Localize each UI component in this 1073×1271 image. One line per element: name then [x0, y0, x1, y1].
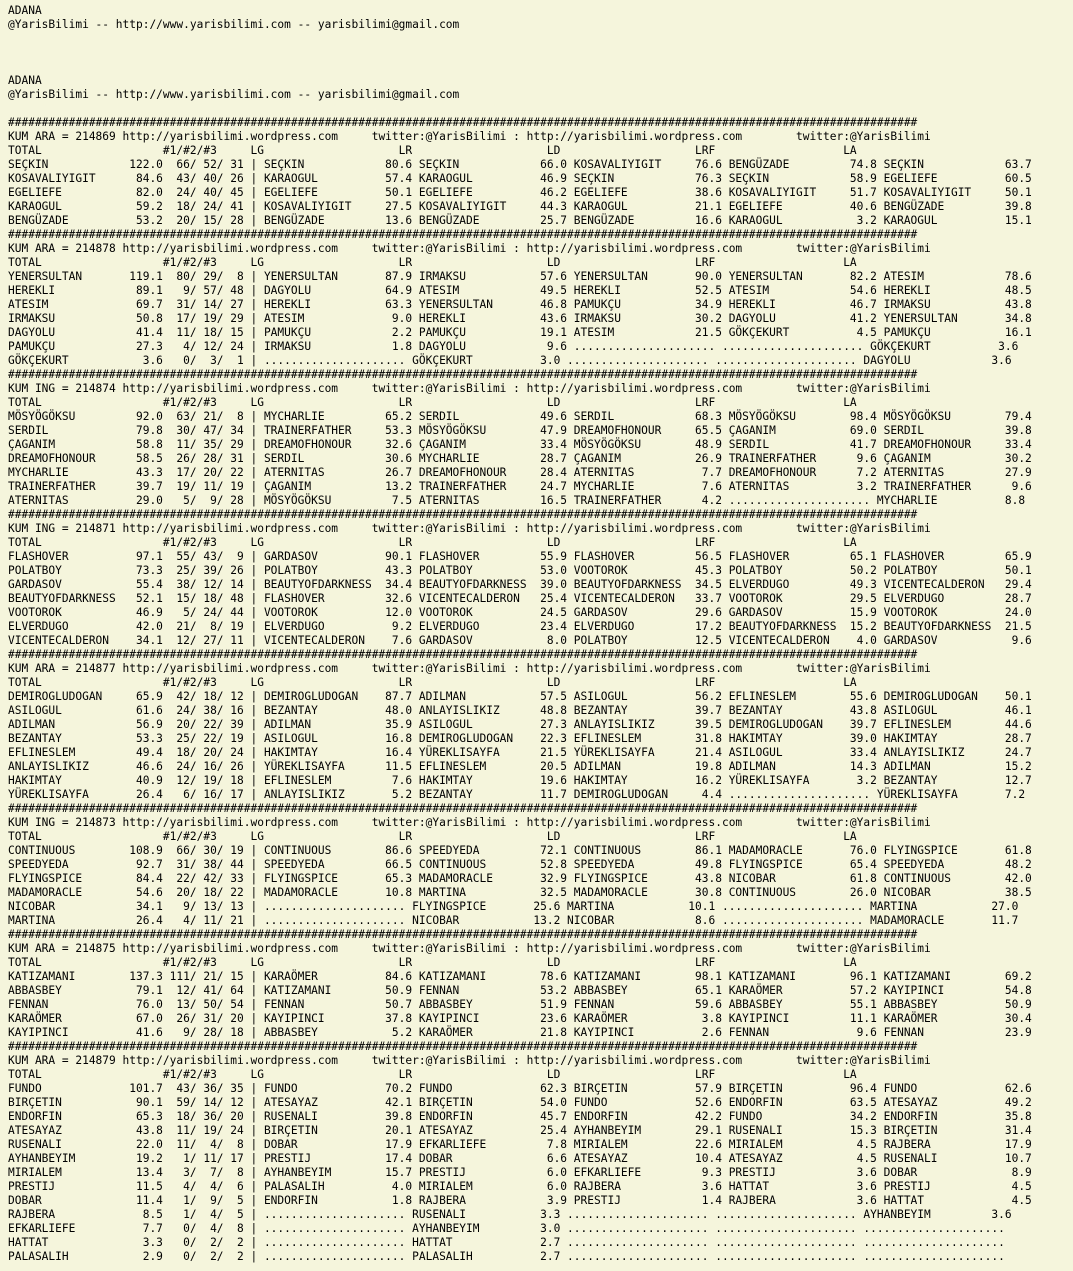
race-title: KUM ING = 214874 http://yarisbilimi.wordpress.com twitter:@YarisBilimi : http://yarisbilimi.wordpress.com twitter:@YarisBilimi	[8, 382, 931, 395]
race-block	[8, 928, 1073, 1040]
table-row: PALASALIH 2.9 0/ 2/ 2 | ..................... PALASALIH 2.7 ..................... ..................... .....................	[8, 1250, 1005, 1263]
table-row: EGELIEFE 82.0 24/ 40/ 45 | EGELIEFE 50.1 EGELIEFE 46.2 EGELIEFE 38.6 KOSAVALIYIGIT 51.7 KOSAVALIYIGIT 50.1	[8, 186, 1032, 199]
race-title: KUM ARA = 214879 http://yarisbilimi.wordpress.com twitter:@YarisBilimi : http://yarisbilimi.wordpress.com twitter:@YarisBilimi	[8, 1054, 931, 1067]
table-row: MARTINA 26.4 4/ 11/ 21 | ..................... NICOBAR 13.2 NICOBAR 8.6 ..................... MADAMORACLE 11.7	[8, 914, 1019, 927]
race-list	[8, 116, 1073, 1264]
table-row: DAGYOLU 41.4 11/ 18/ 15 | PAMUKÇU 2.2 PAMUKÇU 19.1 ATESIM 21.5 GÖKÇEKURT 4.5 PAMUKÇU 16.1	[8, 326, 1032, 339]
separator-line: #######################################################################################################################################	[8, 228, 918, 241]
spacer	[8, 60, 1073, 74]
table-row: MADAMORACLE 54.6 20/ 18/ 22 | MADAMORACLE 10.8 MARTINA 32.5 MADAMORACLE 30.8 CONTINUOUS 26.0 NICOBAR 38.5	[8, 886, 1032, 899]
table-row: DREAMOFHONOUR 58.5 26/ 28/ 31 | SERDIL 30.6 MYCHARLIE 28.7 ÇAGANIM 26.9 TRAINERFATHER 9.6 ÇAGANIM 30.2	[8, 452, 1032, 465]
column-header: TOTAL #1/#2/#3 LG LR LD LRF LA	[8, 676, 857, 689]
table-row: MYCHARLIE 43.3 17/ 20/ 22 | ATERNITAS 26.7 DREAMOFHONOUR 28.4 ATERNITAS 7.7 DREAMOFHONOUR 7.2 ATERNITAS 27.9	[8, 466, 1032, 479]
column-header: TOTAL #1/#2/#3 LG LR LD LRF LA	[8, 536, 857, 549]
table-row: GARDASOV 55.4 38/ 12/ 14 | BEAUTYOFDARKNESS 34.4 BEAUTYOFDARKNESS 39.0 BEAUTYOFDARKNESS 34.5 ELVERDUGO 49.3 VICENTECALDERON 29.4	[8, 578, 1032, 591]
table-row: KOSAVALIYIGIT 84.6 43/ 40/ 26 | KARAOGUL 57.4 KARAOGUL 46.9 SEÇKIN 76.3 SEÇKIN 58.9 EGELIEFE 60.5	[8, 172, 1032, 185]
table-row: ASILOGUL 61.6 24/ 38/ 16 | BEZANTAY 48.0 ANLAYISLIKIZ 48.8 BEZANTAY 39.7 BEZANTAY 43.8 ASILOGUL 46.1	[8, 704, 1032, 717]
table-row: ENDORFIN 65.3 18/ 36/ 20 | RUSENALI 39.8 ENDORFIN 45.7 ENDORFIN 42.2 FUNDO 34.2 ENDORFIN 35.8	[8, 1110, 1032, 1123]
table-row: EFLINESLEM 49.4 18/ 20/ 24 | HAKIMTAY 16.4 YÜREKLISAYFA 21.5 YÜREKLISAYFA 21.4 ASILOGUL 33.4 ANLAYISLIKIZ 24.7	[8, 746, 1032, 759]
separator-line: #######################################################################################################################################	[8, 368, 918, 381]
separator-line: #######################################################################################################################################	[8, 1040, 918, 1053]
table-row: GÖKÇEKURT 3.6 0/ 3/ 1 | ..................... GÖKÇEKURT 3.0 ..................... ..................... DAGYOLU 3.6	[8, 354, 1012, 367]
table-row: HATTAT 3.3 0/ 2/ 2 | ..................... HATTAT 2.7 ..................... ..................... .....................	[8, 1236, 1005, 1249]
race-title: KUM ING = 214873 http://yarisbilimi.wordpress.com twitter:@YarisBilimi : http://yarisbilimi.wordpress.com twitter:@YarisBilimi	[8, 816, 931, 829]
table-row: ADILMAN 56.9 20/ 22/ 39 | ADILMAN 35.9 ASILOGUL 27.3 ANLAYISLIKIZ 39.5 DEMIROGLUDOGAN 39.7 EFLINESLEM 44.6	[8, 718, 1032, 731]
table-row: ÇAGANIM 58.8 11/ 35/ 29 | DREAMOFHONOUR 32.6 ÇAGANIM 33.4 MÖSYÖGÖKSU 48.9 SERDIL 41.7 DREAMOFHONOUR 33.4	[8, 438, 1032, 451]
table-row: VICENTECALDERON 34.1 12/ 27/ 11 | VICENTECALDERON 7.6 GARDASOV 8.0 POLATBOY 12.5 VICENTECALDERON 4.0 GARDASOV 9.6	[8, 634, 1032, 647]
separator-line: #######################################################################################################################################	[8, 116, 918, 129]
table-row: ANLAYISLIKIZ 46.6 24/ 16/ 26 | YÜREKLISAYFA 11.5 EFLINESLEM 20.5 ADILMAN 19.8 ADILMAN 14.3 ADILMAN 15.2	[8, 760, 1032, 773]
header-contact: @YarisBilimi -- http://www.yarisbilimi.com -- yarisbilimi@gmail.com	[8, 88, 460, 101]
table-row: HAKIMTAY 40.9 12/ 19/ 18 | EFLINESLEM 7.6 HAKIMTAY 19.6 HAKIMTAY 16.2 YÜREKLISAYFA 3.2 BEZANTAY 12.7	[8, 774, 1032, 787]
header-block-2	[8, 74, 1073, 102]
race-title: KUM ARA = 214869 http://yarisbilimi.wordpress.com twitter:@YarisBilimi : http://yarisbilimi.wordpress.com twitter:@YarisBilimi	[8, 130, 931, 143]
race-block	[8, 228, 1073, 368]
header-city: ADANA	[8, 74, 42, 87]
table-row: SERDIL 79.8 30/ 47/ 34 | TRAINERFATHER 53.3 MÖSYÖGÖKSU 47.9 DREAMOFHONOUR 65.5 ÇAGANIM 69.0 SERDIL 39.8	[8, 424, 1032, 437]
table-row: BENGÜZADE 53.2 20/ 15/ 28 | BENGÜZADE 13.6 BENGÜZADE 25.7 BENGÜZADE 16.6 KARAOGUL 3.2 KARAOGUL 15.1	[8, 214, 1032, 227]
table-row: NICOBAR 34.1 9/ 13/ 13 | ..................... FLYINGSPICE 25.6 MARTINA 10.1 ..................... MARTINA 27.0	[8, 900, 1019, 913]
table-row: KATIZAMANI 137.3 111/ 21/ 15 | KARAÖMER 84.6 KATIZAMANI 78.6 KATIZAMANI 98.1 KATIZAMANI 96.1 KATIZAMANI 69.2	[8, 970, 1032, 983]
race-title: KUM ING = 214871 http://yarisbilimi.wordpress.com twitter:@YarisBilimi : http://yarisbilimi.wordpress.com twitter:@YarisBilimi	[8, 522, 931, 535]
table-row: AYHANBEYIM 19.2 1/ 11/ 17 | PRESTIJ 17.4 DOBAR 6.6 ATESAYAZ 10.4 ATESAYAZ 4.5 RUSENALI 10.7	[8, 1152, 1032, 1165]
separator-line: #######################################################################################################################################	[8, 648, 918, 661]
separator-line: #######################################################################################################################################	[8, 802, 918, 815]
spacer	[8, 32, 1073, 46]
column-header: TOTAL #1/#2/#3 LG LR LD LRF LA	[8, 1068, 857, 1081]
separator-line: #######################################################################################################################################	[8, 508, 918, 521]
header-block-1	[8, 4, 1073, 32]
column-header: TOTAL #1/#2/#3 LG LR LD LRF LA	[8, 396, 857, 409]
table-row: POLATBOY 73.3 25/ 39/ 26 | POLATBOY 43.3 POLATBOY 53.0 VOOTOROK 45.3 POLATBOY 50.2 POLATBOY 50.1	[8, 564, 1032, 577]
table-row: ATERNITAS 29.0 5/ 9/ 28 | MÖSYÖGÖKSU 7.5 ATERNITAS 16.5 TRAINERFATHER 4.2 ..................... MYCHARLIE 8.8	[8, 494, 1026, 507]
column-header: TOTAL #1/#2/#3 LG LR LD LRF LA	[8, 144, 857, 157]
table-row: KARAOGUL 59.2 18/ 24/ 41 | KOSAVALIYIGIT 27.5 KOSAVALIYIGIT 44.3 KARAOGUL 21.1 EGELIEFE 40.6 BENGÜZADE 39.8	[8, 200, 1032, 213]
race-title: KUM ARA = 214875 http://yarisbilimi.wordpress.com twitter:@YarisBilimi : http://yarisbilimi.wordpress.com twitter:@YarisBilimi	[8, 942, 931, 955]
table-row: DEMIROGLUDOGAN 65.9 42/ 18/ 12 | DEMIROGLUDOGAN 87.7 ADILMAN 57.5 ASILOGUL 56.2 EFLINESLEM 55.6 DEMIROGLUDOGAN 50.1	[8, 690, 1032, 703]
table-row: IRMAKSU 50.8 17/ 19/ 29 | ATESIM 9.0 HEREKLI 43.6 IRMAKSU 30.2 DAGYOLU 41.2 YENERSULTAN 34.8	[8, 312, 1032, 325]
table-row: ELVERDUGO 42.0 21/ 8/ 19 | ELVERDUGO 9.2 ELVERDUGO 23.4 ELVERDUGO 17.2 BEAUTYOFDARKNESS 15.2 BEAUTYOFDARKNESS 21.5	[8, 620, 1032, 633]
table-row: ABBASBEY 79.1 12/ 41/ 64 | KATIZAMANI 50.9 FENNAN 53.2 ABBASBEY 65.1 KARAÖMER 57.2 KAYIPINCI 54.8	[8, 984, 1032, 997]
table-row: EFKARLIEFE 7.7 0/ 4/ 8 | ..................... AYHANBEYIM 3.0 ..................... ..................... .....................	[8, 1222, 1005, 1235]
column-header: TOTAL #1/#2/#3 LG LR LD LRF LA	[8, 256, 857, 269]
table-row: RAJBERA 8.5 1/ 4/ 5 | ..................... RUSENALI 3.3 ..................... ..................... AYHANBEYIM 3.6	[8, 1208, 1012, 1221]
race-block	[8, 1040, 1073, 1264]
race-block	[8, 116, 1073, 228]
table-row: KARAÖMER 67.0 26/ 31/ 20 | KAYIPINCI 37.8 KAYIPINCI 23.6 KARAÖMER 3.8 KAYIPINCI 11.1 KARAÖMER 30.4	[8, 1012, 1032, 1025]
column-header: TOTAL #1/#2/#3 LG LR LD LRF LA	[8, 956, 857, 969]
race-block	[8, 368, 1073, 508]
table-row: RUSENALI 22.0 11/ 4/ 8 | DOBAR 17.9 EFKARLIEFE 7.8 MIRIALEM 22.6 MIRIALEM 4.5 RAJBERA 17.9	[8, 1138, 1032, 1151]
table-row: BEAUTYOFDARKNESS 52.1 15/ 18/ 48 | FLASHOVER 32.6 VICENTECALDERON 25.4 VICENTECALDERON 33.7 VOOTOROK 29.5 ELVERDUGO 28.7	[8, 592, 1032, 605]
table-row: SPEEDYEDA 92.7 31/ 38/ 44 | SPEEDYEDA 66.5 CONTINUOUS 52.8 SPEEDYEDA 49.8 FLYINGSPICE 65.4 SPEEDYEDA 48.2	[8, 858, 1032, 871]
race-block	[8, 648, 1073, 802]
race-title: KUM ARA = 214877 http://yarisbilimi.wordpress.com twitter:@YarisBilimi : http://yarisbilimi.wordpress.com twitter:@YarisBilimi	[8, 662, 931, 675]
table-row: CONTINUOUS 108.9 66/ 30/ 19 | CONTINUOUS 86.6 SPEEDYEDA 72.1 CONTINUOUS 86.1 MADAMORACLE 76.0 FLYINGSPICE 61.8	[8, 844, 1032, 857]
race-block	[8, 802, 1073, 928]
table-row: HEREKLI 89.1 9/ 57/ 48 | DAGYOLU 64.9 ATESIM 49.5 HEREKLI 52.5 ATESIM 54.6 HEREKLI 48.5	[8, 284, 1032, 297]
table-row: FLASHOVER 97.1 55/ 43/ 9 | GARDASOV 90.1 FLASHOVER 55.9 FLASHOVER 56.5 FLASHOVER 65.1 FLASHOVER 65.9	[8, 550, 1032, 563]
table-row: BIRÇETIN 90.1 59/ 14/ 12 | ATESAYAZ 42.1 BIRÇETIN 54.0 FUNDO 52.6 ENDORFIN 63.5 ATESAYAZ 49.2	[8, 1096, 1032, 1109]
table-row: PRESTIJ 11.5 4/ 4/ 6 | PALASALIH 4.0 MIRIALEM 6.0 RAJBERA 3.6 HATTAT 3.6 PRESTIJ 4.5	[8, 1180, 1032, 1193]
spacer	[8, 46, 1073, 60]
header-contact: @YarisBilimi -- http://www.yarisbilimi.com -- yarisbilimi@gmail.com	[8, 18, 460, 31]
table-row: FENNAN 76.0 13/ 50/ 54 | FENNAN 50.7 ABBASBEY 51.9 FENNAN 59.6 ABBASBEY 55.1 ABBASBEY 50.9	[8, 998, 1032, 1011]
table-row: ATESIM 69.7 31/ 14/ 27 | HEREKLI 63.3 YENERSULTAN 46.8 PAMUKÇU 34.9 HEREKLI 46.7 IRMAKSU 43.8	[8, 298, 1032, 311]
header-city: ADANA	[8, 4, 42, 17]
table-row: YÜREKLISAYFA 26.4 6/ 16/ 17 | ANLAYISLIKIZ 5.2 BEZANTAY 11.7 DEMIROGLUDOGAN 4.4 ..................... YÜREKLISAYFA 7.2	[8, 788, 1026, 801]
table-row: BEZANTAY 53.3 25/ 22/ 19 | ASILOGUL 16.8 DEMIROGLUDOGAN 22.3 EFLINESLEM 31.8 HAKIMTAY 39.0 HAKIMTAY 28.7	[8, 732, 1032, 745]
document-root	[8, 4, 1073, 1264]
spacer	[8, 102, 1073, 116]
column-header: TOTAL #1/#2/#3 LG LR LD LRF LA	[8, 830, 857, 843]
table-row: VOOTOROK 46.9 5/ 24/ 44 | VOOTOROK 12.0 VOOTOROK 24.5 GARDASOV 29.6 GARDASOV 15.9 VOOTOROK 24.0	[8, 606, 1032, 619]
table-row: TRAINERFATHER 39.7 19/ 11/ 19 | ÇAGANIM 13.2 TRAINERFATHER 24.7 MYCHARLIE 7.6 ATERNITAS 3.2 TRAINERFATHER 9.6	[8, 480, 1032, 493]
table-row: MIRIALEM 13.4 3/ 7/ 8 | AYHANBEYIM 15.7 PRESTIJ 6.0 EFKARLIEFE 9.3 PRESTIJ 3.6 DOBAR 8.9	[8, 1166, 1032, 1179]
table-row: YENERSULTAN 119.1 80/ 29/ 8 | YENERSULTAN 87.9 IRMAKSU 57.6 YENERSULTAN 90.0 YENERSULTAN 82.2 ATESIM 78.6	[8, 270, 1032, 283]
race-block	[8, 508, 1073, 648]
table-row: KAYIPINCI 41.6 9/ 28/ 18 | ABBASBEY 5.2 KARAÖMER 21.8 KAYIPINCI 2.6 FENNAN 9.6 FENNAN 23.9	[8, 1026, 1032, 1039]
table-row: FLYINGSPICE 84.4 22/ 42/ 33 | FLYINGSPICE 65.3 MADAMORACLE 32.9 FLYINGSPICE 43.8 NICOBAR 61.8 CONTINUOUS 42.0	[8, 872, 1032, 885]
table-row: PAMUKÇU 27.3 4/ 12/ 24 | IRMAKSU 1.8 DAGYOLU 9.6 ..................... ..................... GÖKÇEKURT 3.6	[8, 340, 1019, 353]
table-row: SEÇKIN 122.0 66/ 52/ 31 | SEÇKIN 80.6 SEÇKIN 66.0 KOSAVALIYIGIT 76.6 BENGÜZADE 74.8 SEÇKIN 63.7	[8, 158, 1032, 171]
table-row: MÖSYÖGÖKSU 92.0 63/ 21/ 8 | MYCHARLIE 65.2 SERDIL 49.6 SERDIL 68.3 MÖSYÖGÖKSU 98.4 MÖSYÖGÖKSU 79.4	[8, 410, 1032, 423]
table-row: ATESAYAZ 43.8 11/ 19/ 24 | BIRÇETIN 20.1 ATESAYAZ 25.4 AYHANBEYIM 29.1 RUSENALI 15.3 BIRÇETIN 31.4	[8, 1124, 1032, 1137]
race-title: KUM ARA = 214878 http://yarisbilimi.wordpress.com twitter:@YarisBilimi : http://yarisbilimi.wordpress.com twitter:@YarisBilimi	[8, 242, 931, 255]
separator-line: #######################################################################################################################################	[8, 928, 918, 941]
table-row: DOBAR 11.4 1/ 9/ 5 | ENDORFIN 1.8 RAJBERA 3.9 PRESTIJ 1.4 RAJBERA 3.6 HATTAT 4.5	[8, 1194, 1032, 1207]
table-row: FUNDO 101.7 43/ 36/ 35 | FUNDO 70.2 FUNDO 62.3 BIRÇETIN 57.9 BIRÇETIN 96.4 FUNDO 62.6	[8, 1082, 1032, 1095]
